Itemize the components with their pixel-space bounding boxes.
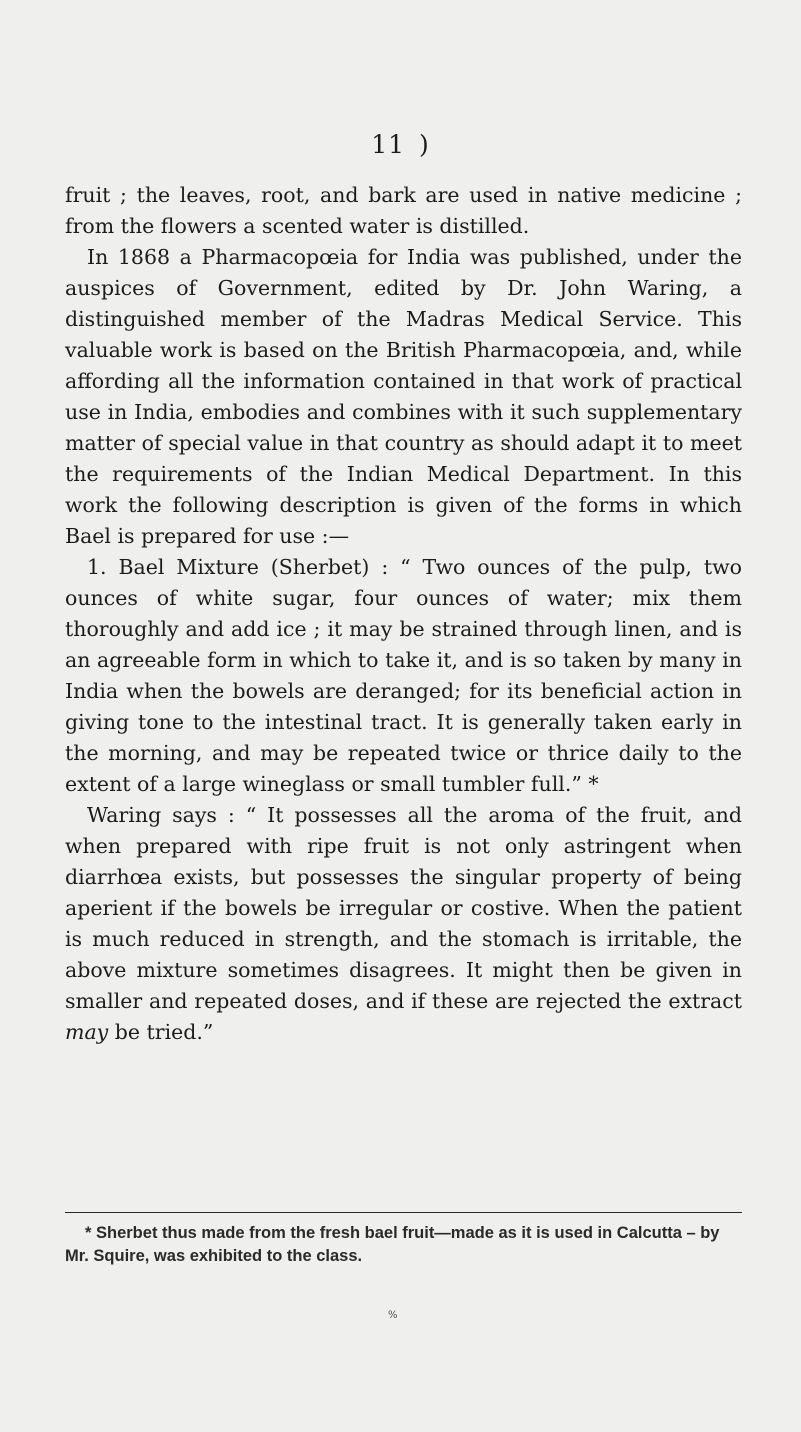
footnote-text: * Sherbet thus made from the fresh bael fruit—made as it is used in Calcutta – by Mr. Squire, was exhibited to the class. [65, 1224, 720, 1265]
waring-quote-italic: may [65, 1020, 109, 1044]
footnote [65, 1222, 742, 1268]
paragraph-waring-says [65, 800, 742, 1048]
waring-quote-text: Waring says : “ It possesses all the aroma of the fruit, and when prepared with ripe fruit is not only astringent when diarrhœa exists, but possesses the singular property of being aperient if the bowels be irregular or costive. When the patient is much reduced in strength, and the stomach is irritable, the above mixture sometimes disagrees. It might then be given in smaller and repeated doses, and if these are rejected the extract [65, 803, 742, 1013]
waring-quote-tail: be tried.” [114, 1020, 214, 1044]
body-text [65, 180, 742, 1048]
paragraph-bael-mixture: 1. Bael Mixture (Sherbet) : “ Two ounces of the pulp, two ounces of white sugar, four ounces of water; mix them thoroughly and add ice ; it may be strained through linen, and is an agreeable form in which to take it, and is so taken by many in India when the bowels are deranged; for its beneficial action in giving tone to the intestinal tract. It is generally taken early in the morning, and may be repeated twice or thrice daily to the extent of a large wineglass or small tumbler full.” * [65, 555, 742, 796]
page-number-value: 11 [371, 130, 406, 159]
page-number-paren: ) [419, 130, 430, 159]
stray-mark: % [388, 1310, 398, 1321]
footnote-divider [65, 1212, 742, 1213]
page-number [0, 130, 801, 159]
paragraph-fruit: fruit ; the leaves, root, and bark are used in native medicine ; from the flowers a scented water is distilled. [65, 183, 742, 238]
paragraph-pharmacopoeia: In 1868 a Pharmacopœia for India was published, under the auspices of Government, edited by Dr. John Waring, a distinguished member of the Madras Medical Service. This valuable work is based on the British Pharmacopœia, and, while affording all the information contained in that work of practical use in India, embodies and combines with it such supplementary matter of special value in that country as should adapt it to meet the requirements of the Indian Medical Department. In this work the following description is given of the forms in which Bael is prepared for use :— [65, 245, 742, 548]
